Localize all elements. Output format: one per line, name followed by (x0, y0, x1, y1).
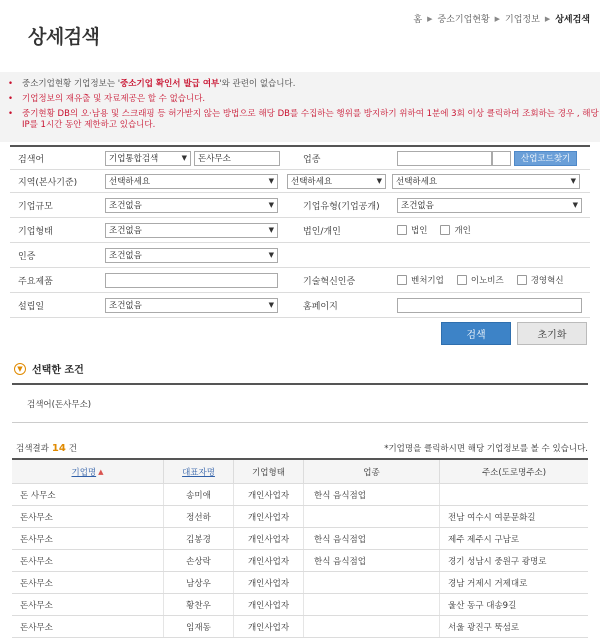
cell-company-name[interactable]: 돈사무소 (20, 556, 53, 567)
innobiz-checkbox[interactable]: 이노비즈 (457, 274, 504, 286)
cell-industry (303, 594, 439, 615)
label-type-public: 기업유형(기업공개) (303, 201, 380, 212)
table-row (12, 484, 588, 506)
dropdown-arrow-icon: ▼ (268, 177, 274, 185)
cell-ceo-name: 김봉경 (163, 528, 233, 549)
corp-checkbox[interactable]: 법인 (397, 224, 427, 236)
notice-item: • 중기현황 DB의 오·남용 및 스크래핑 등 허가받지 않는 방법으로 해당 DB를 수집하는 행위를 방지하기 위하여 1분에 3회 이상 클릭하여 조회하는 경우 , 해당 IP를 1시간 동안 제한하고 있습니다. (8, 109, 599, 130)
industry-input[interactable] (397, 151, 492, 166)
label-established: 설립일 (18, 301, 45, 312)
cell-industry (303, 572, 439, 593)
sort-asc-icon[interactable]: ▲ (98, 467, 104, 476)
label-industry: 업종 (303, 154, 321, 165)
established-select[interactable]: 조건없음 ▼ (105, 298, 278, 313)
cell-address: 전남 여수시 여문문화길 (439, 506, 588, 527)
form-row-keyword (10, 147, 590, 170)
label-company-form: 기업형태 (18, 226, 53, 237)
chevron-right-icon: ▶ (494, 14, 501, 23)
product-input[interactable] (105, 273, 278, 288)
region-select-1[interactable]: 선택하세요 ▼ (105, 174, 278, 189)
page-header (0, 0, 600, 70)
checkbox-icon[interactable] (397, 225, 407, 235)
bullet-icon: • (8, 94, 14, 104)
cell-company-form: 개인사업자 (233, 506, 303, 527)
dropdown-arrow-icon: ▼ (376, 177, 382, 185)
form-row-scale (10, 193, 590, 218)
notice-item: • 기업정보의 재유출 및 자료제공은 할 수 없습니다. (8, 94, 206, 104)
label-tech-cert: 기술혁신인증 (303, 276, 356, 287)
form-row-cert (10, 243, 590, 268)
dropdown-arrow-icon: ▼ (268, 251, 274, 259)
dropdown-arrow-icon: ▼ (268, 201, 274, 209)
cell-company-name[interactable]: 돈사무소 (20, 534, 53, 545)
cell-address (439, 484, 588, 505)
mainbiz-checkbox[interactable]: 경영혁신 (517, 274, 564, 286)
cell-company-form: 개인사업자 (233, 528, 303, 549)
checkbox-icon[interactable] (457, 275, 467, 285)
table-row (12, 572, 588, 594)
bullet-icon: • (8, 109, 14, 119)
selected-conditions-header: ▼ 선택한 조건 (14, 361, 84, 376)
keyword-input[interactable]: 돈사무소 (194, 151, 280, 166)
cell-company-form: 개인사업자 (233, 550, 303, 571)
cell-company-form: 개인사업자 (233, 594, 303, 615)
cell-industry (303, 506, 439, 527)
table-row (12, 528, 588, 550)
table-row (12, 550, 588, 572)
table-row (12, 594, 588, 616)
label-region: 지역(본사기준) (18, 177, 78, 188)
checkbox-icon[interactable] (440, 225, 450, 235)
table-body (12, 484, 588, 638)
label-homepage: 홈페이지 (303, 301, 338, 312)
homepage-input[interactable] (397, 298, 582, 313)
table-row (12, 616, 588, 638)
column-company-form: 기업형태 (233, 460, 303, 483)
breadcrumb-current: 상세검색 (555, 15, 590, 25)
column-company-name[interactable]: 기업명 ▲ (71, 467, 104, 478)
column-ceo-name[interactable]: 대표자명 (163, 460, 233, 483)
venture-checkbox[interactable]: 벤처기업 (397, 274, 444, 286)
dropdown-arrow-icon: ▼ (181, 154, 187, 162)
breadcrumb (413, 12, 590, 25)
cell-industry: 한식 음식점업 (303, 484, 439, 505)
column-address: 주소(도로명주소) (439, 460, 588, 483)
reset-button[interactable]: 초기화 (517, 322, 587, 345)
checkbox-icon[interactable] (517, 275, 527, 285)
cell-company-name[interactable]: 돈사무소 (20, 600, 53, 611)
page-title: 상세검색 (28, 26, 100, 48)
cert-select[interactable]: 조건없음 ▼ (105, 248, 278, 263)
table-row (12, 506, 588, 528)
cell-address: 울산 동구 대송9길 (439, 594, 588, 615)
bullet-icon: • (8, 79, 14, 89)
industry-code-input[interactable] (492, 151, 511, 166)
label-corp-type: 법인/개인 (303, 226, 341, 237)
label-scale: 기업규모 (18, 201, 53, 212)
region-select-3[interactable]: 선택하세요 ▼ (392, 174, 580, 189)
column-industry: 업종 (303, 460, 439, 483)
selected-condition: 검색어(돈사무소) (27, 400, 92, 410)
checkbox-icon[interactable] (397, 275, 407, 285)
cell-company-name[interactable]: 돈 사무소 (20, 490, 56, 501)
cell-address: 제주 제주시 구남로 (439, 528, 588, 549)
cell-company-name[interactable]: 돈사무소 (20, 512, 53, 523)
cell-ceo-name: 임재동 (163, 616, 233, 637)
cell-company-name[interactable]: 돈사무소 (20, 622, 53, 633)
search-button[interactable]: 검색 (441, 322, 511, 345)
dropdown-arrow-icon: ▼ (570, 177, 576, 185)
chevron-down-circle-icon[interactable]: ▼ (14, 363, 26, 375)
dropdown-arrow-icon: ▼ (268, 301, 274, 309)
chevron-right-icon: ▶ (544, 14, 551, 23)
breadcrumb-home[interactable]: 홈 (413, 15, 423, 25)
results-table (12, 458, 588, 638)
cell-industry: 한식 음식점업 (303, 528, 439, 549)
breadcrumb-sme-status[interactable]: 중소기업현황 (437, 15, 490, 25)
cell-ceo-name: 손상락 (163, 550, 233, 571)
label-keyword: 검색어 (18, 154, 45, 165)
selected-conditions-box (12, 383, 588, 423)
cell-industry (303, 616, 439, 637)
region-select-2[interactable]: 선택하세요 ▼ (287, 174, 386, 189)
cell-company-form: 개인사업자 (233, 484, 303, 505)
result-count: 검색결과 14 건 (16, 443, 77, 454)
form-row-region (10, 170, 590, 193)
cell-company-name[interactable]: 돈사무소 (20, 578, 53, 589)
label-cert: 인증 (18, 251, 36, 262)
scale-select[interactable]: 조건없음 ▼ (105, 198, 278, 213)
cell-address: 경기 성남시 중원구 광명로 (439, 550, 588, 571)
notice-box (0, 72, 600, 142)
search-type-select[interactable]: 기업통합검색 ▼ (105, 151, 191, 166)
breadcrumb-company-info[interactable]: 기업정보 (505, 15, 540, 25)
cell-industry: 한식 음식점업 (303, 550, 439, 571)
form-row-established (10, 293, 590, 318)
cell-ceo-name: 남상우 (163, 572, 233, 593)
form-row-product (10, 268, 590, 293)
form-row-form (10, 218, 590, 243)
dropdown-arrow-icon: ▼ (572, 201, 578, 209)
search-form (10, 145, 590, 318)
cell-company-form: 개인사업자 (233, 616, 303, 637)
cell-company-form: 개인사업자 (233, 572, 303, 593)
result-note: *기업명을 클릭하시면 해당 기업정보를 볼 수 있습니다. (384, 444, 588, 454)
chevron-right-icon: ▶ (427, 14, 433, 23)
individual-checkbox[interactable]: 개인 (440, 224, 470, 236)
company-form-select[interactable]: 조건없음 ▼ (105, 223, 278, 238)
type-public-select[interactable]: 조건없음 ▼ (397, 198, 582, 213)
table-header (12, 460, 588, 484)
cell-address: 경남 거제시 거제대로 (439, 572, 588, 593)
notice-item: • 중소기업현황 기업정보는 '중소기업 확인서 발급 여부'와 관련이 없습니다. (8, 79, 296, 89)
dropdown-arrow-icon: ▼ (268, 226, 274, 234)
cell-ceo-name: 송미애 (163, 484, 233, 505)
cell-ceo-name: 정선하 (163, 506, 233, 527)
cell-ceo-name: 황찬우 (163, 594, 233, 615)
cell-address: 서울 광진구 뚝섬로 (439, 616, 588, 637)
find-industry-code-button[interactable]: 산업코드찾기 (514, 151, 577, 166)
label-product: 주요제품 (18, 276, 53, 287)
